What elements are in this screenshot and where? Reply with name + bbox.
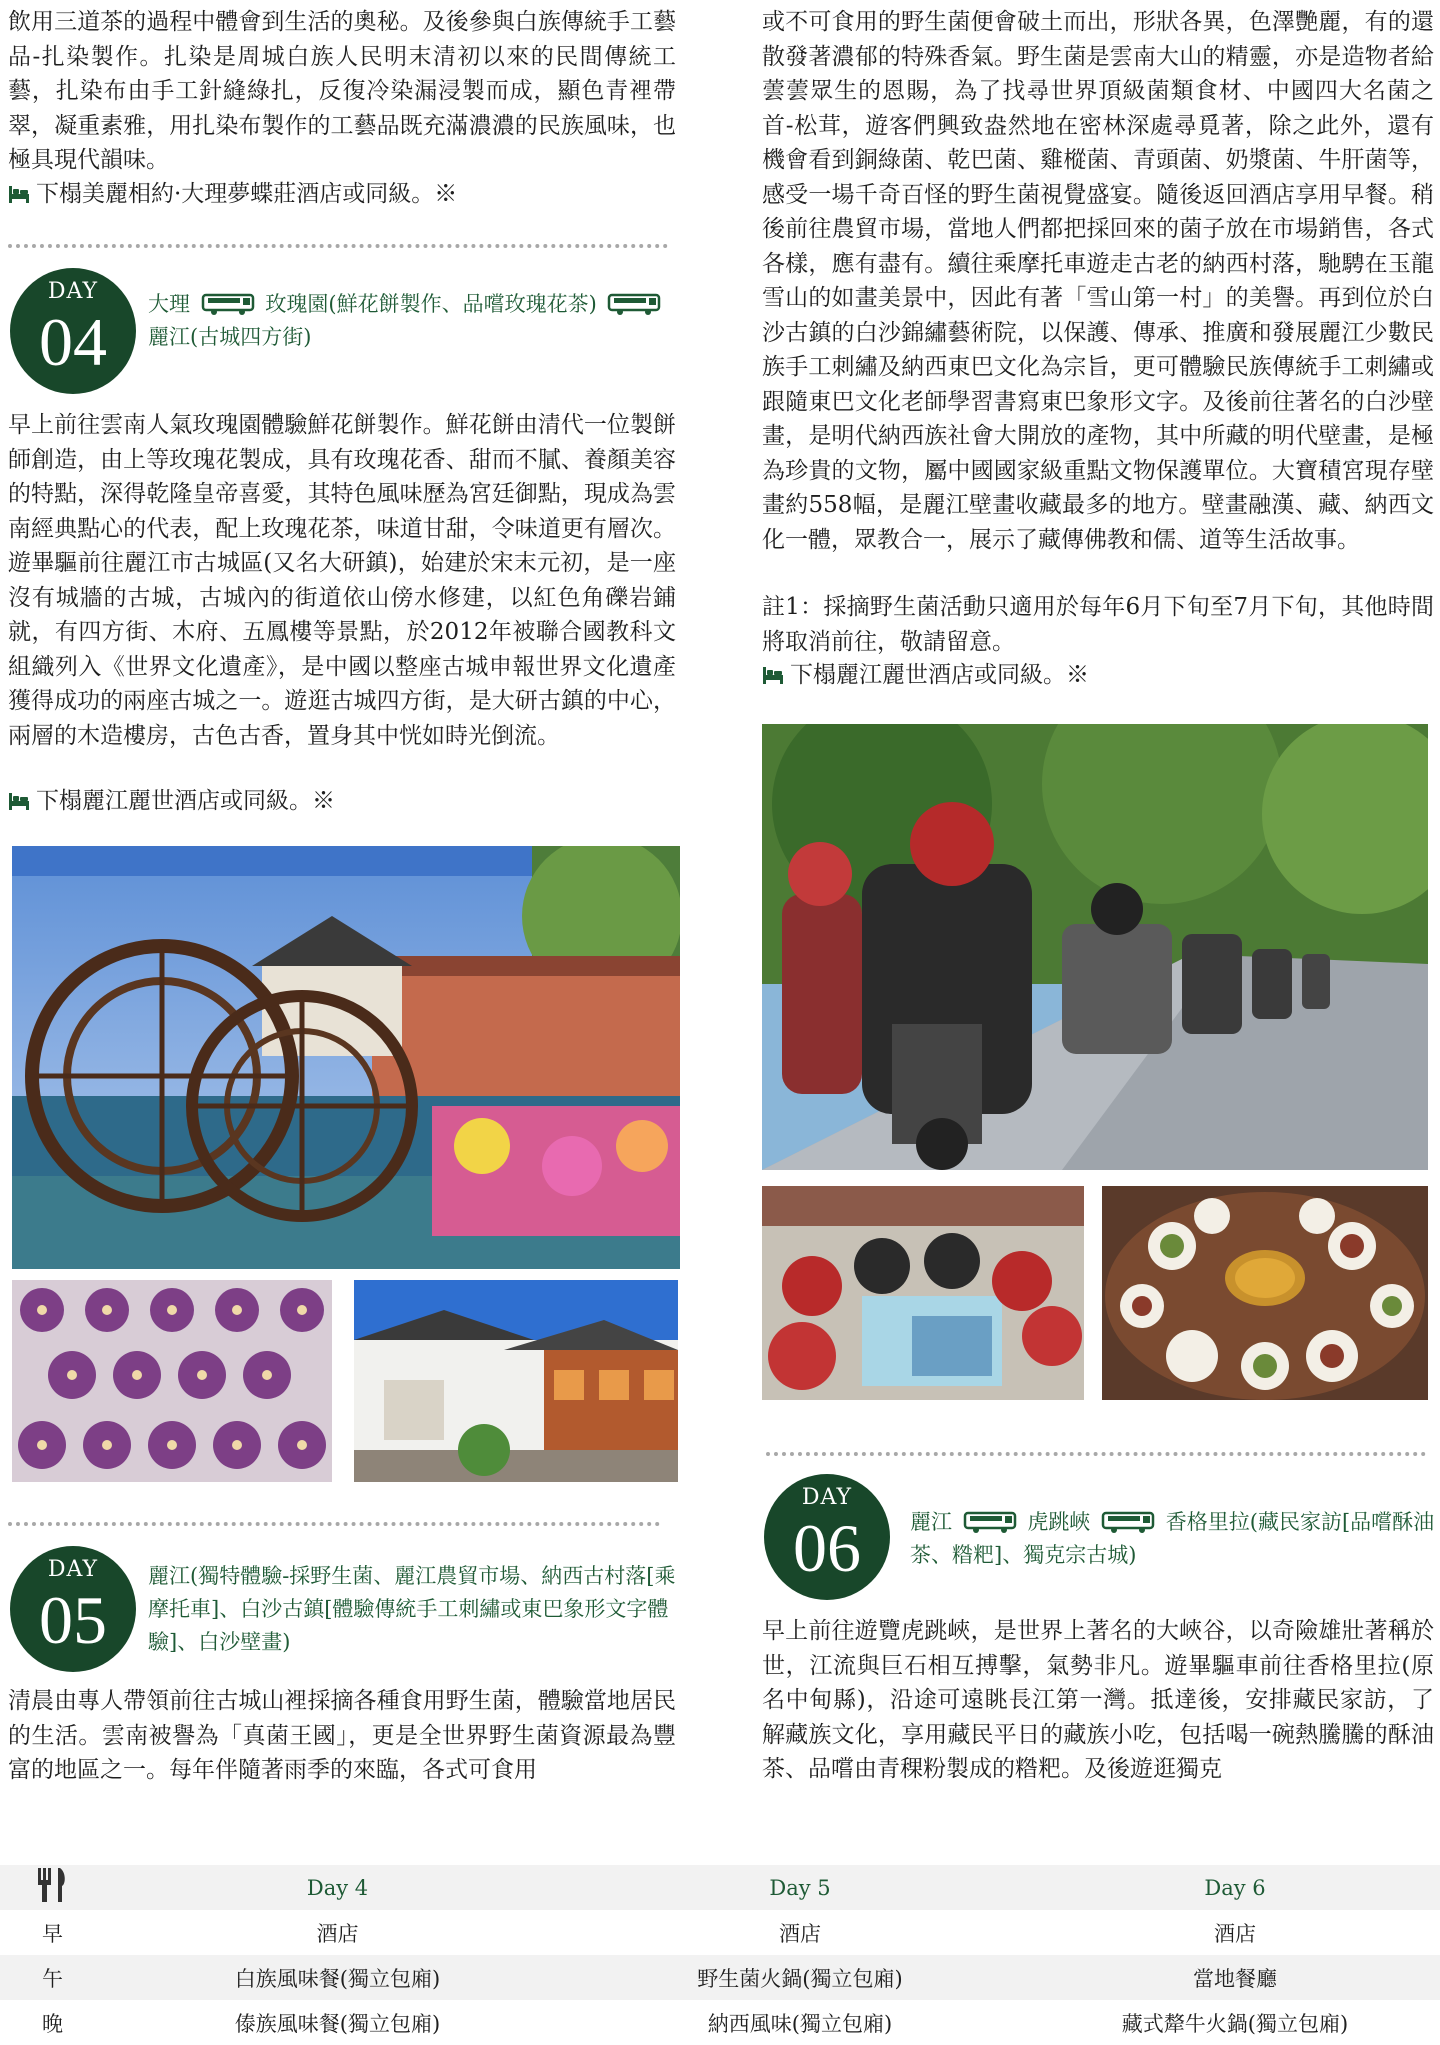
lijiang-courtyard-photo bbox=[354, 1280, 678, 1482]
bus-icon bbox=[201, 292, 255, 316]
day4-body: 早上前往雲南人氣玫瑰園體驗鮮花餅製作。鮮花餅由清代一位製餅師創造，由上等玫瑰花製成，具有玫瑰花香、甜而不膩、養顏美容的特點，深得乾隆皇帝喜愛，其特色風味歷為宮廷御點，現成為雲南經典點心的代表，配上玫瑰花茶，味道甘甜，令味道更有層次。遊畢驅前往麗江市古城區(又名大研鎮)，始建於宋末元初，是一座沒有城牆的古城，古城內的街道依山傍水修建，以紅色角礫岩鋪就，有四方街、木府、五鳳樓等景點，於2012年被聯合國教科文組織列入《世界文化遺產》，是中國以整座古城申報世界文化遺產獲得成功的兩座古城之一。遊逛古城四方街，是大研古鎮的中心，兩層的木造樓房，古色古香，置身其中恍如時光倒流。 bbox=[8, 412, 676, 749]
day4-badge-number: 04 bbox=[39, 304, 107, 380]
meal-cell: 酒店 bbox=[1214, 1921, 1256, 1946]
bed-icon bbox=[8, 183, 30, 205]
day4-route-end: 麗江(古城四方街) bbox=[148, 325, 312, 349]
meal-cell: 傣族風味餐(獨立包廂) bbox=[234, 2011, 441, 2036]
day6-route bbox=[910, 1506, 1440, 1572]
embroidery-class-photo bbox=[762, 1186, 1084, 1400]
meal-row-label: 早 bbox=[42, 1921, 63, 1946]
day5-badge-number: 05 bbox=[39, 1582, 107, 1658]
day5-route: 麗江(獨特體驗-採野生菌、麗江農貿市場、納西古村落[乘摩托車]、白沙古鎮[體驗傳統手工刺繡或東巴象形文字體驗]、白沙壁畫) bbox=[148, 1564, 676, 1654]
day6-route-dest: 香格里拉(藏民家訪[品嚐酥油 bbox=[1165, 1510, 1435, 1534]
day6-badge bbox=[764, 1474, 890, 1600]
divider-day5 bbox=[8, 1522, 660, 1526]
day5-body: 清晨由專人帶領前往古城山裡採摘各種食用野生菌，體驗當地居民的生活。雲南被譽為「真菌王國」，更是全世界野生菌資源最為豐富的地區之一。每年伴隨著雨季的來臨，各式可食用 bbox=[8, 1688, 676, 1783]
day4-route-start: 大理 bbox=[148, 292, 190, 316]
day6-route-line2: 茶、糌粑]、獨克宗古城) bbox=[910, 1543, 1137, 1567]
divider-day4 bbox=[8, 244, 668, 248]
day6-route-mid: 虎跳峽 bbox=[1027, 1510, 1091, 1534]
meal-table bbox=[0, 1865, 1440, 2045]
bus-icon bbox=[607, 292, 661, 316]
day3-hotel-text: 下榻美麗相約·大理夢蝶莊酒店或同級。※ bbox=[36, 181, 458, 207]
day3-end-text: 飲用三道茶的過程中體會到生活的奧秘。及後參與白族傳統手工藝品-扎染製作。扎染是周城白族人民明末清初以來的民間傳統工藝，扎染布由手工針縫綠扎，反復冷染漏浸製而成，顯色青裡帶翠，凝重素雅，用扎染布製作的工藝品既充滿濃濃的民族風味，也極具現代韻味。 bbox=[8, 9, 676, 173]
meal-row-breakfast bbox=[0, 1910, 1440, 1955]
day4-route bbox=[148, 288, 688, 354]
day5-badge bbox=[10, 1546, 136, 1672]
day6-badge-number: 06 bbox=[793, 1510, 861, 1586]
meal-cell: 野生菌火鍋(獨立包廂) bbox=[570, 1955, 1030, 2000]
meal-cell: 藏式犛牛火鍋(獨立包廂) bbox=[1121, 2011, 1349, 2036]
bus-icon bbox=[963, 1510, 1017, 1534]
meal-cell: 酒店 bbox=[316, 1921, 359, 1946]
day3-hotel bbox=[8, 177, 457, 211]
day5-hotel-text: 下榻麗江麗世酒店或同級。※ bbox=[790, 662, 1089, 688]
day4-badge bbox=[10, 268, 136, 394]
mushroom-hotpot-photo bbox=[1102, 1186, 1428, 1400]
meal-row-label: 午 bbox=[0, 1955, 105, 2000]
motorcycle-convoy-photo bbox=[762, 724, 1428, 1170]
meal-cell: 酒店 bbox=[779, 1921, 821, 1946]
day4-badge-label: DAY bbox=[47, 279, 99, 304]
bed-icon bbox=[762, 664, 784, 686]
divider-day6 bbox=[766, 1452, 1426, 1456]
meal-row-dinner bbox=[0, 2000, 1440, 2045]
cutlery-icon bbox=[0, 1865, 105, 1910]
meal-day6-header: Day 6 bbox=[1030, 1865, 1440, 1910]
day5-body-continued: 或不可食用的野生菌便會破土而出，形狀各異，色澤艷麗，有的還散發著濃郁的特殊香氣。野生菌是雲南大山的精靈，亦是造物者給蕓蕓眾生的恩賜，為了找尋世界頂級菌類食材、中國四大名菌之首-松茸，遊客們興致盎然地在密林深處尋覓著，除之此外，還有機會看到銅綠菌、乾巴菌、雞樅菌、青頭菌、奶漿菌、牛肝菌等，感受一場千奇百怪的野生菌視覺盛宴。隨後返回酒店享用早餐。稍後前往農貿市場，當地人們都把採回來的菌子放在市場銷售，各式各樣，應有盡有。續往乘摩托車遊走古老的納西村落，馳騁在玉龍雪山的如畫美景中，因此有著「雪山第一村」的美譽。再到位於白沙古鎮的白沙錦繡藝術院，以保護、傳承、推廣和發展麗江少數民族手工刺繡及納西東巴文化為宗旨，更可體驗民族傳統手工刺繡或跟隨東巴文化老師學習書寫東巴象形文字。及後前往著名的白沙壁畫，是明代納西族社會大開放的產物，其中所藏的明代壁畫，是極為珍貴的文物，屬中國國家級重點文物保護單位。大寶積宮現存壁畫約558幅，是麗江壁畫收藏最多的地方。壁畫融漢、藏、納西文化一體，眾教合一，展示了藏傳佛教和儒、道等生活故事。 bbox=[762, 9, 1434, 553]
rose-flower-cake-photo bbox=[12, 1280, 332, 1482]
meal-day4-header: Day 4 bbox=[105, 1865, 570, 1910]
meal-cell: 納西風味(獨立包廂) bbox=[707, 2011, 893, 2036]
meal-row-label: 晚 bbox=[42, 2011, 63, 2036]
day5-badge-label: DAY bbox=[47, 1557, 99, 1582]
meal-cell: 白族風味餐(獨立包廂) bbox=[105, 1955, 570, 2000]
meal-table-header bbox=[0, 1865, 1440, 1910]
day6-body: 早上前往遊覽虎跳峽，是世界上著名的大峽谷，以奇險雄壯著稱於世，江流與巨石相互搏擊，氣勢非凡。遊畢驅車前往香格里拉(原名中甸縣)，沿途可遠眺長江第一灣。抵達後，安排藏民家訪，了解藏族文化，享用藏民平日的藏族小吃，包括喝一碗熱騰騰的酥油茶、品嚐由青稞粉製成的糌粑。及後遊逛獨克 bbox=[762, 1618, 1434, 1782]
meal-day5-header: Day 5 bbox=[570, 1865, 1030, 1910]
day5-note: 註1：採摘野生菌活動只適用於每年6月下旬至7月下旬，其他時間將取消前往，敬請留意。 bbox=[762, 594, 1434, 655]
meal-cell: 當地餐廳 bbox=[1030, 1955, 1440, 2000]
meal-row-lunch bbox=[0, 1955, 1440, 2000]
day4-route-mid: 玫瑰園(鮮花餅製作、品嚐玫瑰花茶) bbox=[265, 292, 597, 316]
day6-route-start: 麗江 bbox=[910, 1510, 952, 1534]
bus-icon bbox=[1101, 1510, 1155, 1534]
day5-hotel bbox=[762, 658, 1089, 692]
day4-hotel-text: 下榻麗江麗世酒店或同級。※ bbox=[36, 788, 335, 814]
bed-icon bbox=[8, 790, 30, 812]
day6-badge-label: DAY bbox=[801, 1485, 853, 1510]
day4-hotel bbox=[8, 784, 335, 818]
lijiang-waterwheel-photo bbox=[12, 846, 680, 1269]
